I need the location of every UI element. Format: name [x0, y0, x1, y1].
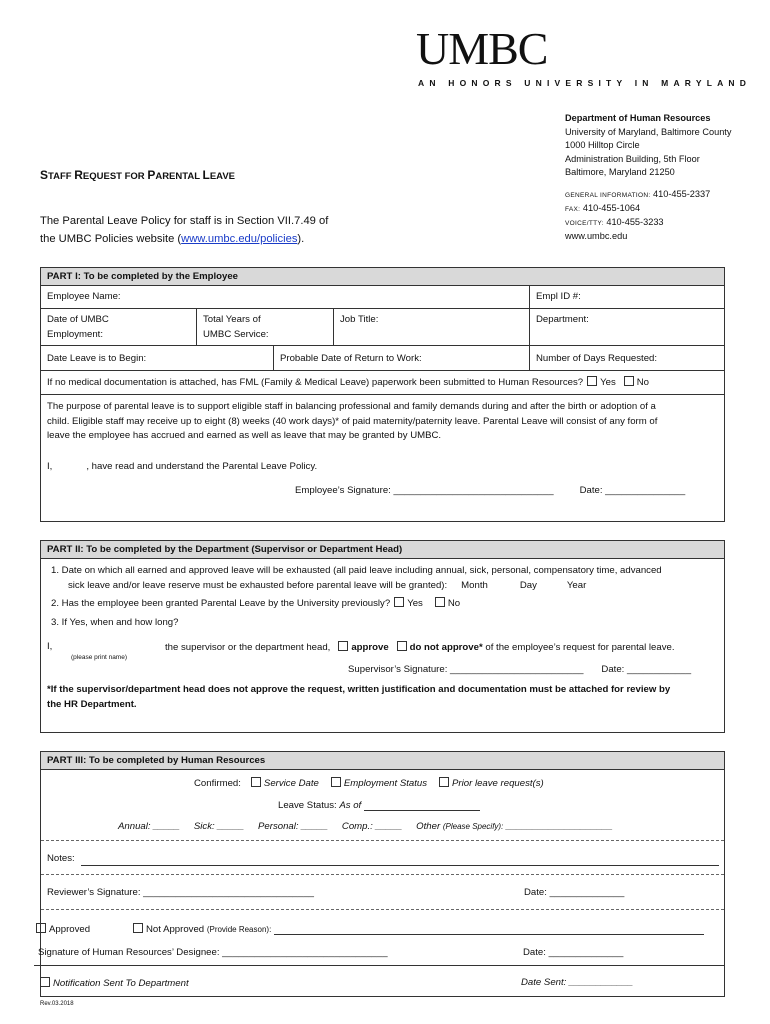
dept-title: Department of Human Resources — [565, 113, 711, 123]
date-of-umbc-employment-field[interactable]: Date of UMBC Employment: — [47, 314, 109, 340]
leave-balances-row: Annual: _____ Sick: _____ Personal: _____ Comp.: _____ Other (Please Specify): ____________________ — [118, 821, 613, 832]
address-line: University of Maryland, Baltimore County — [565, 126, 732, 137]
employment-status-checkbox[interactable] — [331, 777, 341, 787]
disapproval-note: *If the supervisor/department head does not approve the request, written justification and documentation must be attached for review by the HR Department. — [47, 684, 671, 710]
part1-row-fml: If no medical documentation is attached, has FML (Family & Medical Leave) paperwork been submitted to Human Resources? Yes No — [41, 371, 724, 395]
days-requested-field[interactable]: Number of Days Requested: — [529, 346, 724, 370]
prev-leave-yes-checkbox[interactable] — [394, 597, 404, 607]
year-label: Year — [566, 579, 587, 591]
supervisor-approval: I, (please print name) the supervisor or the department head, approve do not approve* of the employee’s request for parental leave. Supervisor’s Signature: _________________________ Date: ____________ — [47, 641, 692, 675]
part1-section — [40, 267, 725, 522]
prev-leave-no-checkbox[interactable] — [435, 597, 445, 607]
approve-checkbox[interactable] — [338, 641, 348, 651]
not-approved-checkbox[interactable] — [133, 923, 143, 933]
logo-tagline: AN HONORS UNIVERSITY IN MARYLAND — [418, 78, 752, 88]
contact-block — [565, 188, 710, 243]
part1-purpose: The purpose of parental leave is to support eligible staff in balancing professional and family demands during and after the birth or adoption of a child. Eligible staff may receive up to eight (8) weeks (40 work days)* of paid maternity/paternity leave. Parental Leave will consist of any form of leave the employee has accrued and earned as well as leave that may be granted by UMBC. I, , have read and understand the Parental Leave Policy. Employee’s Signature: ______________________________ Date: _______________ — [41, 395, 724, 504]
contact-value: 410-455-1064 — [582, 203, 641, 213]
day-label: Day — [519, 579, 537, 591]
contact-label: GENERAL INFORMATION: — [565, 192, 651, 199]
fml-question: If no medical documentation is attached, has FML (Family & Medical Leave) paperwork been submitted to Human Resources? — [47, 377, 584, 388]
policy-link[interactable]: www.umbc.edu/policies — [181, 233, 298, 245]
prior-leave-checkbox[interactable] — [439, 777, 449, 787]
leave-begin-field[interactable]: Date Leave is to Begin: — [47, 353, 147, 364]
revision-label: Rev.03.2018 — [40, 1001, 74, 1007]
sick-field[interactable]: Sick: _____ — [193, 821, 245, 832]
question-2: 2. Has the employee been granted Parental Leave by the University previously? Yes No — [51, 598, 461, 609]
contact-value: 410-455-2337 — [653, 189, 711, 199]
supervisor-signature-line[interactable]: Supervisor’s Signature: _________________________ Date: ____________ — [348, 664, 692, 675]
reviewer-date[interactable]: Date: ______________ — [524, 887, 625, 898]
website: www.umbc.edu — [565, 231, 628, 241]
acknowledgement-line: I, , have read and understand the Parental Leave Policy. — [47, 460, 318, 472]
part2-section: PART II: To be completed by the Department (Supervisor or Department Head) 1. Date on which all earned and approved leave will be exhausted (all paid leave including annual, sick, personal, compensatory time, advanced sick leave and/or leave reserve must be exhausted before parental leave will be granted): Month Day Year 2. Has the employee been granted Parental Leave by the University previously? Yes No 3. If Yes, when and how long? I, (please print name) the supervisor or the department head, approve do not approve* of the employee’s request for parental leave. Supervisor’s Signature: _________________________ Date: ____________ *If the supervisor/department head does not approve the request, written justification and documentation must be attached for review by the HR Department. — [40, 540, 725, 733]
contact-label: VOICE/TTY: — [565, 220, 604, 227]
fml-yes-checkbox[interactable] — [587, 376, 597, 386]
department-address-block — [565, 112, 731, 180]
part1-header: PART I: To be completed by the Employee — [41, 268, 724, 286]
total-years-service-field[interactable]: Total Years of UMBC Service: — [196, 309, 333, 345]
part1-row-name — [41, 286, 724, 309]
empl-id-field[interactable]: Empl ID #: — [529, 286, 724, 308]
employee-name-field[interactable]: Employee Name: — [47, 291, 121, 302]
return-date-field[interactable]: Probable Date of Return to Work: — [273, 346, 529, 370]
department-field[interactable]: Department: — [529, 309, 724, 345]
address-line: 1000 Hilltop Circle — [565, 140, 640, 150]
part2-header: PART II: To be completed by the Department (Supervisor or Department Head) — [41, 541, 724, 559]
date-sent-field[interactable]: Date Sent: ____________ — [521, 977, 634, 988]
hr-approval-area: Approved Not Approved (Provide Reason): Signature of Human Resources’ Designee: _______________________________ Date: ______________ Notification Sent To Department Date Sent: ____________ — [34, 913, 725, 997]
hr-signature-line[interactable]: Signature of Human Resources’ Designee: _______________________________ — [38, 947, 388, 958]
job-title-field[interactable]: Job Title: — [333, 309, 529, 345]
umbc-logo: UMBC — [416, 23, 548, 74]
confirmation-row: Confirmed: Service Date Employment Status Prior leave request(s) — [194, 778, 544, 789]
address-line: Administration Building, 5th Floor — [565, 153, 700, 164]
question-1: 1. Date on which all earned and approved leave will be exhausted (all paid leave including annual, sick, personal, compensatory time, advanced — [51, 565, 662, 576]
as-of-field[interactable] — [364, 810, 480, 811]
policy-note: The Parental Leave Policy for staff is in Section VII.7.49 of the UMBC Policies website (www.umbc.edu/policies). — [40, 215, 329, 245]
hr-date[interactable]: Date: ______________ — [523, 947, 624, 958]
notes-field[interactable] — [81, 851, 719, 866]
annual-field[interactable]: Annual: _____ — [118, 821, 180, 832]
reviewer-signature-line[interactable]: Reviewer’s Signature: ________________________________ — [47, 887, 314, 898]
other-specify-field[interactable]: ____________________ — [505, 821, 613, 832]
service-date-checkbox[interactable] — [251, 777, 261, 787]
do-not-approve-checkbox[interactable] — [397, 641, 407, 651]
part3-section: PART III: To be completed by Human Resources Confirmed: Service Date Employment Status Prior leave request(s) Leave Status: As of Annual: _____ Sick: _____ Personal: _____ Comp.: _____ Other (Please Specify): ____________________ Notes: Reviewer’s Signature: ________________________________ Date: ______________ — [40, 751, 725, 997]
part1-row-dates — [41, 346, 724, 371]
form-title: STAFF REQUEST FOR PARENTAL LEAVE — [40, 168, 235, 182]
reason-field[interactable] — [274, 934, 704, 935]
print-name-hint: (please print name) — [71, 654, 127, 661]
contact-label: FAX: — [565, 206, 581, 213]
address-line: Baltimore, Maryland 21250 — [565, 167, 675, 177]
comp-field[interactable]: Comp.: _____ — [341, 821, 403, 832]
question-3: 3. If Yes, when and how long? — [51, 616, 179, 628]
month-label: Month — [461, 579, 488, 591]
part3-header: PART III: To be completed by Human Resources — [41, 752, 724, 770]
approved-checkbox[interactable] — [36, 923, 46, 933]
employee-signature-line[interactable]: Employee’s Signature: ______________________________ Date: _______________ — [295, 485, 686, 496]
notification-checkbox[interactable] — [40, 977, 50, 987]
part1-row-employment — [41, 309, 724, 346]
leave-status-row: Leave Status: As of — [278, 800, 480, 811]
fml-no-checkbox[interactable] — [624, 376, 634, 386]
personal-field[interactable]: Personal: _____ — [258, 821, 328, 832]
contact-value: 410-455-3233 — [606, 217, 664, 227]
